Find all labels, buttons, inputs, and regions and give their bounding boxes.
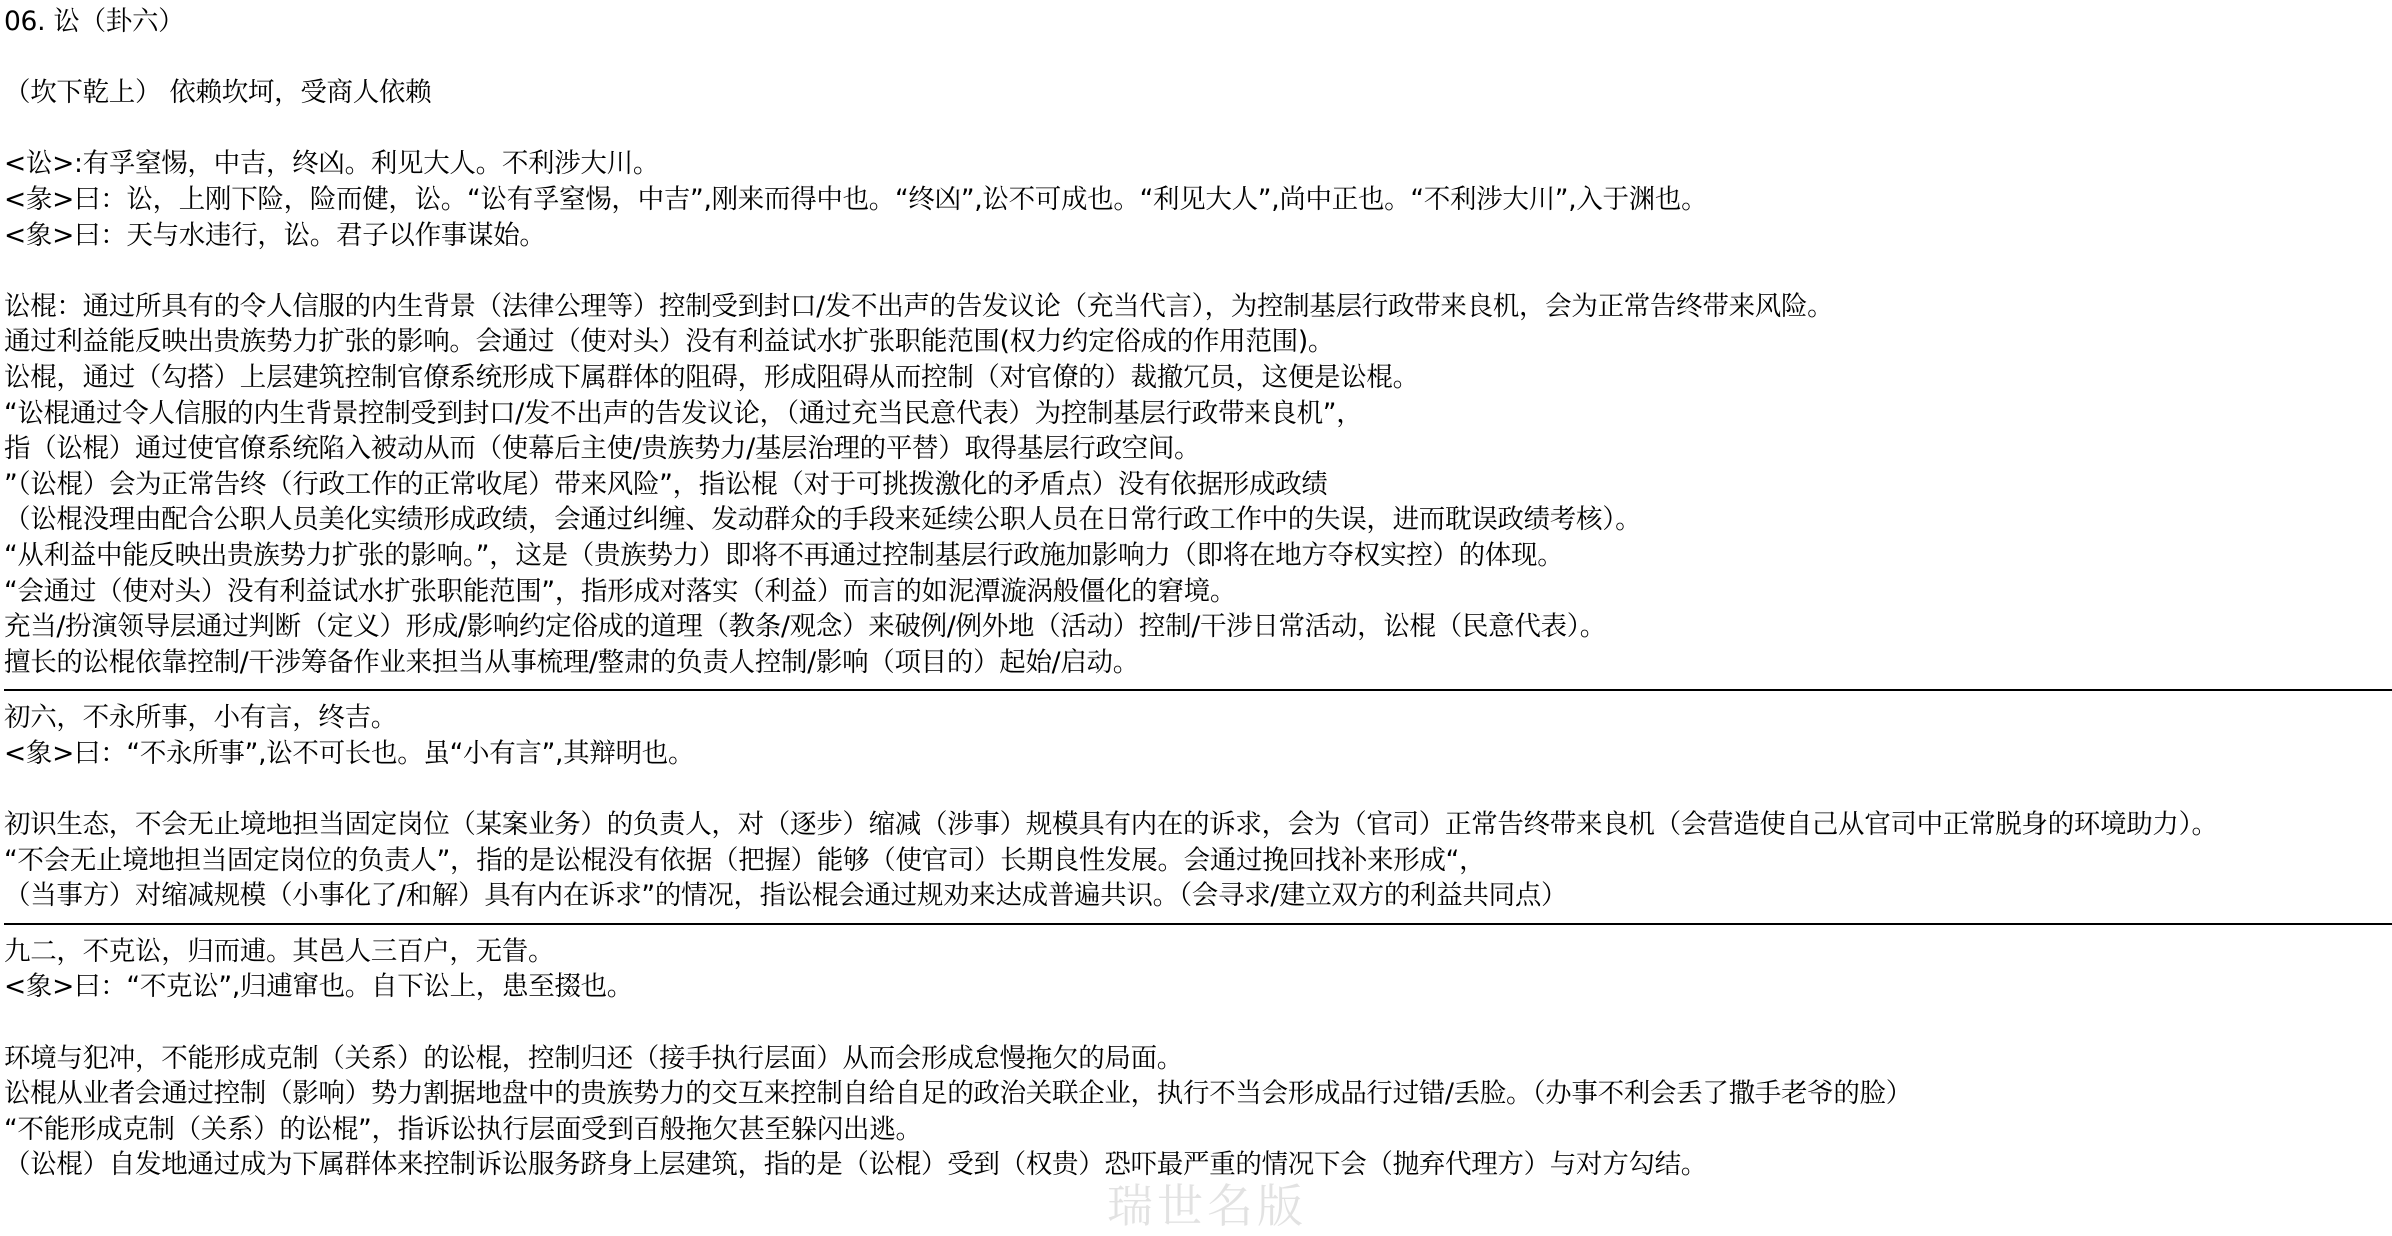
document-body — [4, 4, 2388, 1183]
line1-note: 初识生态，不会无止境地担当固定岗位（某案业务）的负责人，对（逐步）缩减（涉事）规模具有内在的诉求，会为（官司）正常告终带来良机（会营造使自己从官司中正常脱身的环境助力）。 — [4, 809, 2218, 841]
line2-note: 讼棍从业者会通过控制（影响）势力割据地盘中的贵族势力的交互来控制自给自足的政治关联企业，执行不当会形成品行过错/丢脸。（办事不利会丢了撒手老爷的脸） — [4, 1078, 1912, 1110]
line1-text: 初六，不永所事，小有言，终吉。 — [4, 702, 397, 734]
section-divider — [4, 923, 2392, 925]
line2-note: “不能形成克制（关系）的讼棍”，指诉讼执行层面受到百般拖欠甚至躲闪出逃。 — [4, 1113, 922, 1145]
commentary-line: “会通过（使对头）没有利益试水扩张职能范围”，指形成对落实（利益）而言的如泥潭漩涡般僵化的窘境。 — [4, 575, 1237, 607]
commentary-line: ”（讼棍）会为正常告终（行政工作的正常收尾）带来风险”，指讼棍（对于可挑拨激化的矛盾点）没有依据形成政绩 — [4, 468, 1328, 500]
commentary-line: （讼棍没理由配合公职人员美化实绩形成政绩，会通过纠缠、发动群众的手段来延续公职人员在日常行政工作中的失误，进而耽误政绩考核）。 — [4, 504, 1642, 536]
commentary-line: 讼棍，通过（勾搭）上层建筑控制官僚系统形成下属群体的阻碍，形成阻碍从而控制（对官僚的）裁撤冗员，这便是讼棍。 — [4, 361, 1419, 393]
line1-note: “不会无止境地担当固定岗位的负责人”，指的是讼棍没有依据（把握）能够（使官司）长期良性发展。会通过挽回找补来形成“， — [4, 844, 1486, 876]
document-title: 06. 讼（卦六） — [4, 6, 185, 37]
watermark-logo: 瑞世名版 — [1107, 1179, 1307, 1233]
document-subtitle: （坎下乾上） 依赖坎坷，受商人依赖 — [4, 77, 432, 109]
commentary-line: “从利益中能反映出贵族势力扩张的影响。”，这是（贵族势力）即将不再通过控制基层行政施加影响力（即将在地方夺权实控）的体现。 — [4, 539, 1564, 571]
commentary-line: 擅长的讼棍依靠控制/干涉筹备作业来担当从事梳理/整肃的负责人控制/影响（项目的）起始/启动。 — [4, 646, 1139, 678]
commentary-line: “讼棍通过令人信服的内生背景控制受到封口/发不出声的告发议论，（通过充当民意代表）为控制基层行政带来良机”， — [4, 397, 1363, 429]
judgement-text: <讼>:有孚窒惕，中吉，终凶。利见大人。不利涉大川。 — [4, 148, 660, 180]
blank-line — [4, 40, 2388, 76]
commentary-line: 讼棍：通过所具有的令人信服的内生背景（法律公理等）控制受到封口/发不出声的告发议论（充当代言），为控制基层行政带来良机，会为正常告终带来风险。 — [4, 290, 1834, 322]
line2-xiang: <象>曰：“不克讼”,归逋窜也。自下讼上，患至掇也。 — [4, 971, 633, 1003]
section-divider — [4, 689, 2392, 691]
blank-line — [4, 253, 2388, 289]
line2-note: （讼棍）自发地通过成为下属群体来控制诉讼服务跻身上层建筑，指的是（讼棍）受到（权贵）恐吓最严重的情况下会（抛弃代理方）与对方勾结。 — [4, 1149, 1707, 1181]
blank-line — [4, 111, 2388, 147]
xiang-commentary: <象>曰：天与水违行，讼。君子以作事谋始。 — [4, 219, 546, 251]
commentary-line: 充当/扮演领导层通过判断（定义）形成/影响约定俗成的道理（教条/观念）来破例/例外地（活动）控制/干涉日常活动，讼棍（民意代表）。 — [4, 611, 1606, 643]
line2-text: 九二，不克讼，归而逋。其邑人三百户，无眚。 — [4, 935, 555, 967]
blank-line — [4, 1005, 2388, 1041]
tuan-commentary: <彖>曰：讼，上刚下险，险而健，讼。“讼有孚窒惕，中吉”,刚来而得中也。“终凶”,讼不可成也。“利见大人”,尚中正也。“不利涉大川”,入于渊也。 — [4, 183, 1708, 215]
line2-note: 环境与犯冲，不能形成克制（关系）的讼棍，控制归还（接手执行层面）从而会形成怠慢拖欠的局面。 — [4, 1042, 1183, 1074]
commentary-line: 通过利益能反映出贵族势力扩张的影响。会通过（使对头）没有利益试水扩张职能范围(权力约定俗成的作用范围)。 — [4, 326, 1335, 358]
line1-xiang: <象>曰：“不永所事”,讼不可长也。虽“小有言”,其辩明也。 — [4, 737, 695, 769]
line1-note: （当事方）对缩减规模（小事化了/和解）具有内在诉求”的情况，指讼棍会通过规劝来达成普遍共识。（会寻求/建立双方的利益共同点） — [4, 880, 1568, 912]
blank-line — [4, 771, 2388, 807]
commentary-line: 指（讼棍）通过使官僚系统陷入被动从而（使幕后主使/贵族势力/基层治理的平替）取得基层行政空间。 — [4, 433, 1201, 465]
